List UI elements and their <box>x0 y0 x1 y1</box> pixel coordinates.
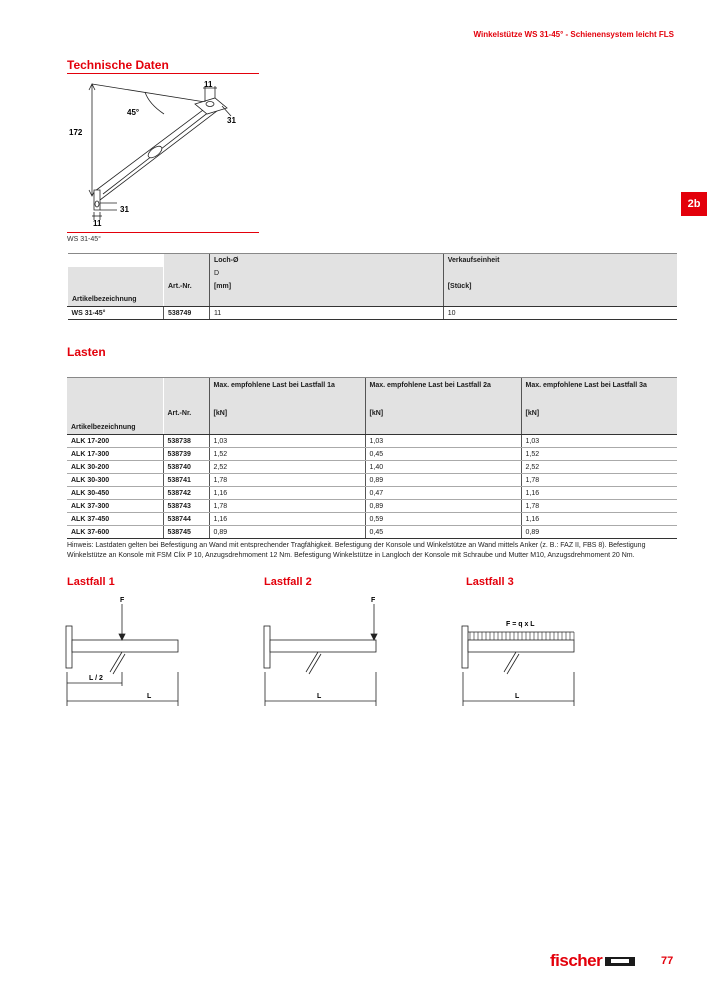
brand-wordmark: fischer <box>550 951 603 970</box>
force-label: F <box>120 597 125 604</box>
fischer-logo <box>550 951 635 971</box>
cell-load-1a: 1,03 <box>209 435 365 448</box>
table-row <box>67 487 677 500</box>
table-row <box>67 513 677 526</box>
tech-data-table <box>67 253 677 320</box>
loads-note: Hinweis: Lastdaten gelten bei Befestigung an Wand mit entsprechender Tragfähigkeit. Befestigung der Konsole und Winkelstütze an Wand mittels Anker (z. B.: FAZ II, FBS 8). Befestigung Winkelstütze an Konsole mit FSM Clix P 10, Anzugsdrehmoment 12 Nm. Befestigung Winkelstütze in Langloch der Konsole mit Schraube und Mutter M10, Anzugsdrehmoment 20 Nm. <box>67 542 646 559</box>
th-hole-symbol: D <box>209 267 443 280</box>
tech-heading-rule <box>67 73 259 74</box>
lastfall-2-title: Lastfall 2 <box>264 576 312 588</box>
th-unit: Verkaufseinheit <box>443 254 677 268</box>
cell-name: ALK 37-600 <box>67 526 163 539</box>
cell-load-2a: 0,89 <box>365 474 521 487</box>
dim-bottom-width: 11 <box>93 219 102 228</box>
th-load-1a: Max. empfohlene Last bei Lastfall 1a <box>209 378 365 393</box>
lastfall-3-title: Lastfall 3 <box>466 576 514 588</box>
table-row <box>67 500 677 513</box>
th-art-nr: Art.-Nr. <box>163 280 209 293</box>
cell-load-1a: 1,16 <box>209 513 365 526</box>
cell-art: 538745 <box>163 526 209 539</box>
page-header-title: Winkelstütze WS 31-45° - Schienensystem leicht FLS <box>473 30 674 39</box>
table-row <box>67 435 677 448</box>
cell-name: ALK 17-300 <box>67 448 163 461</box>
cell-load-3a: 2,52 <box>521 461 677 474</box>
cell-load-2a: 1,40 <box>365 461 521 474</box>
th-hole-unit: [mm] <box>209 280 443 293</box>
cell-load-3a: 1,03 <box>521 435 677 448</box>
th-article-name: Artikelbezeichnung <box>67 420 163 435</box>
cell-load-2a: 0,47 <box>365 487 521 500</box>
lastfall-2-diagram <box>260 592 385 712</box>
cell-load-2a: 0,89 <box>365 500 521 513</box>
cell-load-1a: 1,78 <box>209 500 365 513</box>
dim-angle: 45° <box>127 108 140 117</box>
cell-load-2a: 0,45 <box>365 526 521 539</box>
cell-name: ALK 30-200 <box>67 461 163 474</box>
tech-data-heading: Technische Daten <box>67 58 169 72</box>
table-row <box>67 474 677 487</box>
cell-load-1a: 2,52 <box>209 461 365 474</box>
cell-load-3a: 0,89 <box>521 526 677 539</box>
half-length-label: L / 2 <box>89 675 103 682</box>
lastfall-1-title: Lastfall 1 <box>67 576 115 588</box>
cell-art: 538740 <box>163 461 209 474</box>
cell-load-2a: 1,03 <box>365 435 521 448</box>
th-hole: Loch-Ø <box>209 254 443 268</box>
dim-bottom-depth: 31 <box>120 205 129 214</box>
cell-art: 538749 <box>163 307 209 320</box>
page-number: 77 <box>661 955 674 967</box>
cell-load-3a: 1,78 <box>521 500 677 513</box>
cell-name: ALK 37-450 <box>67 513 163 526</box>
tech-drawing-rule <box>67 232 259 233</box>
dim-top-width: 11 <box>204 80 213 89</box>
length-label: L <box>147 693 152 700</box>
brand-mark-icon <box>605 957 635 966</box>
th-unit-1a: [kN] <box>209 406 365 420</box>
cell-art: 538741 <box>163 474 209 487</box>
cell-art: 538738 <box>163 435 209 448</box>
table-row <box>68 307 678 320</box>
drawing-caption: WS 31-45° <box>67 236 101 243</box>
cell-art: 538739 <box>163 448 209 461</box>
cell-name: ALK 30-450 <box>67 487 163 500</box>
cell-unit: 10 <box>443 307 677 320</box>
cell-art: 538744 <box>163 513 209 526</box>
th-art-nr: Art.-Nr. <box>163 406 209 420</box>
cell-art: 538743 <box>163 500 209 513</box>
cell-load-3a: 1,78 <box>521 474 677 487</box>
cell-load-1a: 1,52 <box>209 448 365 461</box>
table-row <box>67 448 677 461</box>
cell-hole: 11 <box>209 307 443 320</box>
cell-art: 538742 <box>163 487 209 500</box>
distributed-load-label: F = q x L <box>506 621 535 628</box>
loads-heading: Lasten <box>67 345 106 359</box>
th-unit-3a: [kN] <box>521 406 677 420</box>
cell-load-2a: 0,59 <box>365 513 521 526</box>
cell-name: ALK 17-200 <box>67 435 163 448</box>
th-load-3a: Max. empfohlene Last bei Lastfall 3a <box>521 378 677 393</box>
cell-name: ALK 37-300 <box>67 500 163 513</box>
cell-load-3a: 1,16 <box>521 487 677 500</box>
lastfall-3-diagram <box>458 592 583 712</box>
cell-load-1a: 1,78 <box>209 474 365 487</box>
loads-table <box>67 377 677 539</box>
cell-load-1a: 0,89 <box>209 526 365 539</box>
lastfall-1-diagram <box>62 592 187 712</box>
th-load-2a: Max. empfohlene Last bei Lastfall 2a <box>365 378 521 393</box>
section-tab: 2b <box>681 192 707 216</box>
cell-name: ALK 30-300 <box>67 474 163 487</box>
cell-load-1a: 1,16 <box>209 487 365 500</box>
angle-bracket-drawing <box>67 78 257 233</box>
th-unit-2a: [kN] <box>365 406 521 420</box>
cell-load-3a: 1,16 <box>521 513 677 526</box>
force-label: F <box>371 597 376 604</box>
cell-load-3a: 1,52 <box>521 448 677 461</box>
cell-load-2a: 0,45 <box>365 448 521 461</box>
table-row <box>67 461 677 474</box>
dim-top-depth: 31 <box>227 116 236 125</box>
th-unit-stueck: [Stück] <box>443 280 677 293</box>
length-label: L <box>515 693 520 700</box>
length-label: L <box>317 693 322 700</box>
table-row <box>67 526 677 539</box>
dim-height: 172 <box>69 128 83 137</box>
cell-name: WS 31-45° <box>68 307 164 320</box>
th-article-name: Artikelbezeichnung <box>68 293 164 307</box>
